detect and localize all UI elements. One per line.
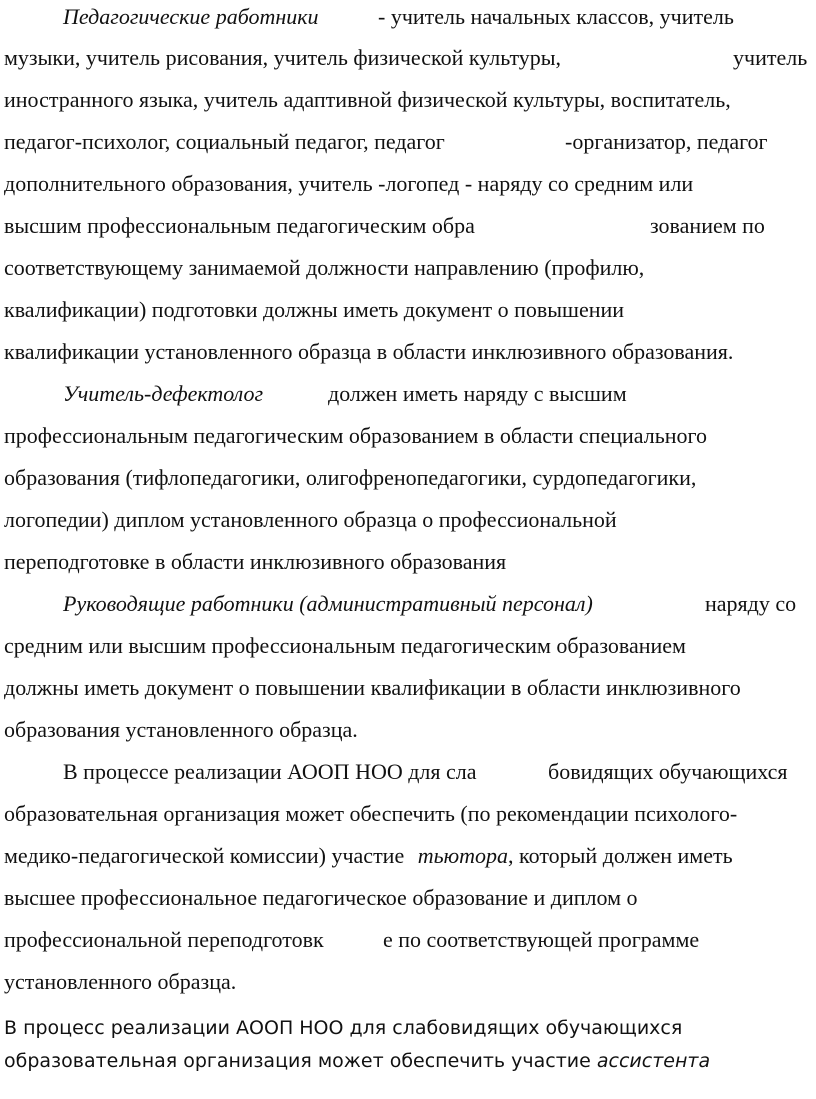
p3-line-1 (63, 591, 593, 617)
p1-line-3-text: иностранного языка, учитель адаптивной физической культуры, воспитатель, (4, 87, 731, 112)
p4-line-5b (383, 927, 699, 953)
p1-line-9 (4, 339, 733, 365)
p1-line-4b (565, 129, 768, 155)
p1-line-8-text: квалификации) подготовки должны иметь документ о повышении (4, 297, 625, 322)
p1-line-6a-text: высшим профессиональным педагогическим обра (4, 213, 475, 238)
p1-line-2b (733, 45, 807, 71)
p4-line-3b-text: , который должен иметь (508, 843, 733, 868)
p1-line-1-text: - учитель начальных классов, учитель (378, 4, 734, 29)
p3-line-4-text: образования установленного образца. (4, 717, 358, 742)
p4-line-2 (4, 801, 737, 827)
p1-line-9-text: квалификации установленного образца в области инклюзивного образования. (4, 339, 734, 364)
p2-line-1 (63, 381, 263, 407)
p2-line-5-text: переподготовке в области инклюзивного образования (4, 549, 507, 574)
p2-line-4 (4, 507, 617, 533)
p4-line-5b-text: е по соответствующей программе (383, 927, 700, 952)
p1-line-4b-text: -организатор, педагог (565, 129, 768, 154)
p1-line-8 (4, 297, 624, 323)
p2-line-3-text: образования (тифлопедагогики, олигофренопедагогики, сурдопедагогики, (4, 465, 697, 490)
p4-line-6-text: установленного образца. (4, 969, 237, 994)
p2-line-5 (4, 549, 506, 575)
p1-line-2b-text: учитель (733, 45, 808, 70)
p1-line-2a-text: музыки, учитель рисования, учитель физической культуры, (4, 45, 562, 70)
p3-line-3 (4, 675, 741, 701)
p2-line-2-text: профессиональным педагогическим образованием в области специального (4, 423, 707, 448)
p1-line-7-text: соответствующему занимаемой должности направлению (профилю, (4, 255, 645, 280)
p4-line-3 (4, 843, 733, 869)
p4-line-6 (4, 969, 236, 995)
p5-line-2a-text: образовательная организация может обеспечить участие (4, 1050, 591, 1072)
p5-line-1-text: В процесс реализации АООП НОО для слабовидящих обучающихся (4, 1017, 683, 1039)
p3-line-4 (4, 717, 358, 743)
p3-line-2-text: средним или высшим профессиональным педагогическим образованием (4, 633, 686, 658)
p5-line-2 (4, 1048, 710, 1074)
p1-line-2a (4, 45, 561, 71)
p4-line-4 (4, 885, 638, 911)
p5-line-1 (4, 1015, 682, 1041)
p2-line-3 (4, 465, 696, 491)
p1-line-6b-text: зованием по (650, 213, 765, 238)
p1-line-1-rest (378, 4, 734, 30)
p1-line-6a (4, 213, 475, 239)
p1-line-3 (4, 87, 731, 113)
p3-line-3-text: должны иметь документ о повышении квалификации в области инклюзивного (4, 675, 741, 700)
p3-line-2 (4, 633, 686, 659)
p1-line-5 (4, 171, 693, 197)
p4-line-3a-text: медико-педагогической комиссии) участие (4, 843, 405, 868)
p3-heading-italic: Руководящие работники (административный персонал) (63, 591, 593, 616)
p4-tutor-italic: тьютора (417, 843, 509, 868)
p5-assistant-italic: ассистента (596, 1050, 711, 1072)
p2-heading-italic: Учитель-дефектолог (63, 381, 264, 406)
p3-line-1-rest (705, 591, 796, 617)
p2-line-4-text: логопедии) диплом установленного образца о профессиональной (4, 507, 617, 532)
p1-line-5-text: дополнительного образования, учитель -логопед - наряду со средним или (4, 171, 694, 196)
p1-line-4a-text: педагог-психолог, социальный педагог, педагог (4, 129, 445, 154)
p4-line-1a-text: В процессе реализации АООП НОО для сла (63, 759, 477, 784)
p1-line-1 (63, 4, 319, 30)
p2-line-2 (4, 423, 707, 449)
p1-line-4a (4, 129, 445, 155)
p4-line-5a-text: профессиональной переподготовк (4, 927, 324, 952)
p1-line-7 (4, 255, 644, 281)
p2-line-1-rest (328, 381, 627, 407)
p4-line-5a (4, 927, 324, 953)
p4-line-1a (63, 759, 477, 785)
p4-line-1b (548, 759, 787, 785)
p4-line-1b-text: бовидящих обучающихся (548, 759, 788, 784)
p4-line-4-text: высшее профессиональное педагогическое образование и диплом о (4, 885, 638, 910)
p1-line-6b (650, 213, 765, 239)
p3-line-1-text: наряду со (705, 591, 797, 616)
p2-line-1-text: должен иметь наряду с высшим (328, 381, 627, 406)
p4-line-2-text: образовательная организация может обеспечить (по рекомендации психолого- (4, 801, 738, 826)
p1-heading-italic: Педагогические работники (63, 4, 319, 29)
